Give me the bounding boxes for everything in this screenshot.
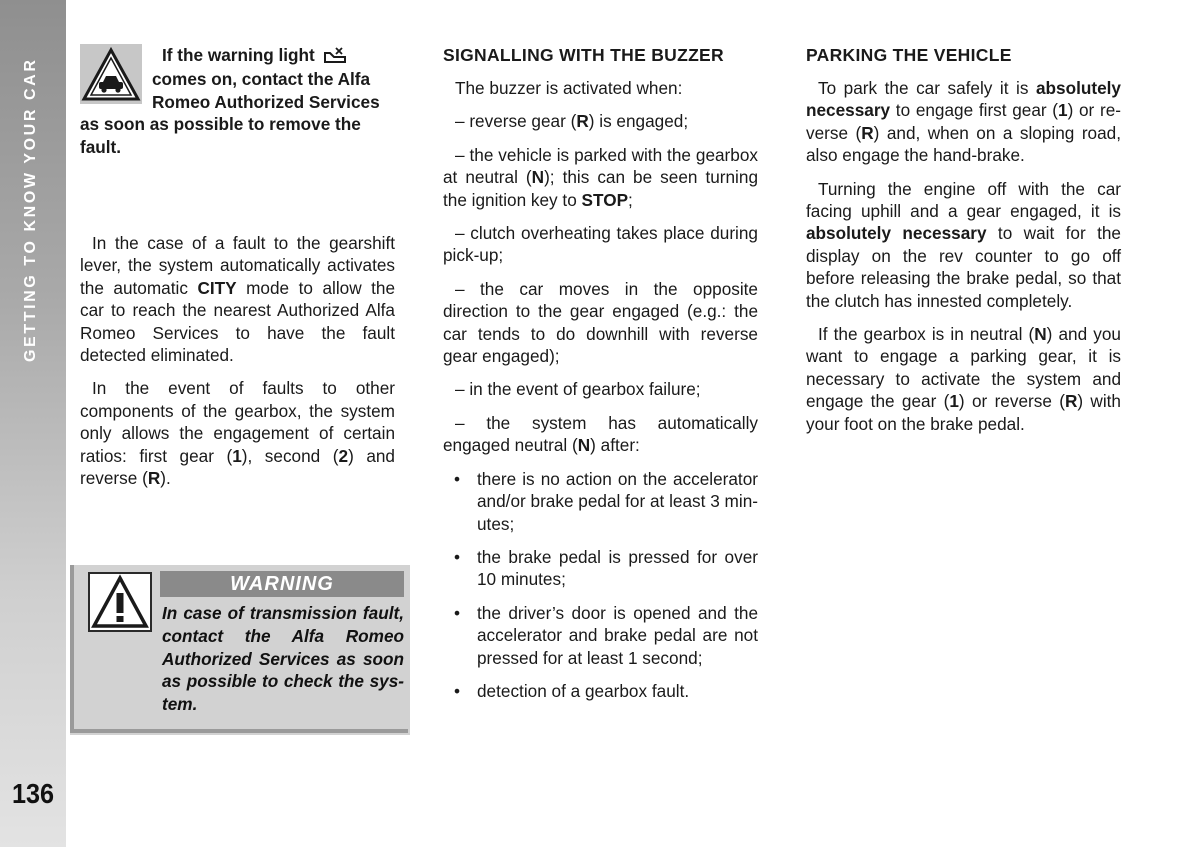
warning-text: In case of transmission fault, contact the Alfa Romeo Authorized Services as soon as possible to check the system. [162,603,404,715]
warning-title: WARNING [160,571,404,597]
buzzer-item-opposite: – the car moves in the opposite direction to the gear engaged (e.g.: the car tends to do downhill with reverse gear engaged); [443,278,758,367]
car-skid-warning-icon [80,44,142,104]
column-1 [80,44,395,500]
heading-parking: PARKING THE VEHICLE [806,45,1012,65]
buzzer-item-neutral: – the vehicle is parked with the gearbox at neutral (N); this can be seen turning the ignition key to STOP; [443,144,758,210]
warning-light-text-c: Romeo Authorized Services [152,91,380,112]
list-item: • the brake pedal is pressed for over 10 minutes; [454,546,758,590]
buzzer-intro: The buzzer is activated when: [455,78,683,98]
warning-light-text-b: comes on, contact the Alfa [152,69,371,90]
page-number: 136 [12,778,55,809]
gearbox-fault-notice [80,44,395,157]
buzzer-item-failure: – in the event of gearbox failure; [455,379,701,400]
list-item: • there is no action on the accelerator and/or brake pedal for at least 3 minutes; [454,468,758,534]
list-item: • detection of a gearbox fault. [454,680,690,701]
parking-paragraph-2: Turning the engine off with the car facing uphill and a gear engaged, it is absolutely necessary to wait for the display on the rev counter to go off before releasing the brake pedal, so that the clutch has innested completely. [806,178,1121,311]
buzzer-item-reverse: – reverse gear (R) is engaged; [455,111,689,132]
parking-paragraph-3: If the gearbox is in neutral (N) and you want to engage a parking gear, it is necessary to activate the system and engage the gear (1) or reverse (R) with your foot on the brake pedal. [806,324,1121,434]
list-item: • the driver’s door is opened and the accelerator and brake pedal are not pressed for at least 1 second; [454,602,758,668]
buzzer-item-auto-neutral: – the system has automatically engaged neutral (N) after: [443,412,758,456]
sidebar [0,0,66,847]
city-mode-label: CITY [197,277,237,298]
gearbox-warning-light-icon [324,46,346,68]
column-2 [443,44,758,713]
warning-light-text-a: If the warning light [162,45,315,65]
heading-buzzer: SIGNALLING WITH THE BUZZER [443,45,724,65]
buzzer-item-clutch: – clutch overheating takes place during pick-up; [443,223,758,266]
paragraph-gearshift-fault: In the case of a fault to the gearshift lever, the system automatically activates the automatic CITY mode to allow the car to reach the nearest Authorized Alfa Romeo Services to have the fault detected eliminated. [80,233,396,366]
parking-paragraph-1: To park the car safely it is absolutely necessary to engage first gear (1) or reverse (R) and, when on a sloping road, also engage the hand-brake. [806,78,1121,166]
sidebar-title: GETTING TO KNOW YOUR CAR [22,57,39,362]
warning-light-text-d: as soon as possible to remove the fault. [80,114,361,157]
paragraph-other-faults: In the event of faults to other components of the gearbox, the system only allows the engagement of certain ratios: first gear (1), second (2) and reverse (R). [80,378,395,489]
column-3 [806,44,1121,446]
